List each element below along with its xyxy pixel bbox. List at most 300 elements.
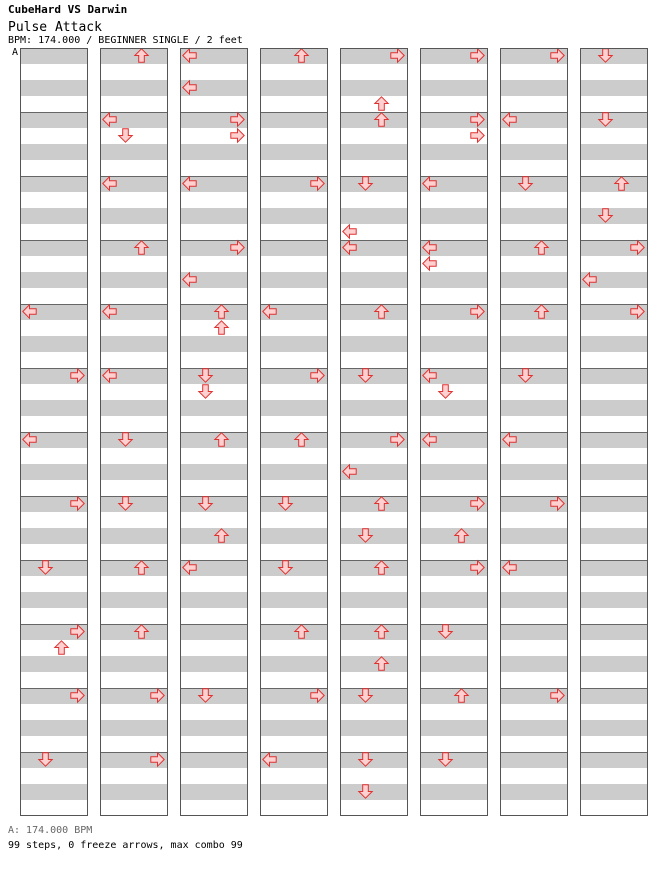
beat-row xyxy=(420,720,488,736)
beat-row xyxy=(260,496,328,512)
arrow-down-icon xyxy=(118,496,133,511)
arrow-up-icon xyxy=(294,624,309,639)
beat-row xyxy=(420,704,488,720)
arrow-up-icon xyxy=(374,560,389,575)
beat-row xyxy=(260,656,328,672)
beat-row xyxy=(20,48,88,64)
beat-row xyxy=(340,272,408,288)
measure-line xyxy=(580,48,648,49)
beat-row xyxy=(180,384,248,400)
beat-row xyxy=(180,704,248,720)
beat-row xyxy=(420,800,488,816)
beat-row xyxy=(580,560,648,576)
beat-row xyxy=(420,96,488,112)
beat-row xyxy=(20,784,88,800)
measure-line xyxy=(20,240,88,241)
measure-line xyxy=(420,752,488,753)
beat-row xyxy=(580,144,648,160)
measure-line xyxy=(180,368,248,369)
beat-row xyxy=(580,80,648,96)
beat-row xyxy=(100,496,168,512)
beat-row xyxy=(500,528,568,544)
beat-row xyxy=(340,128,408,144)
beat-row xyxy=(100,288,168,304)
beat-row xyxy=(180,784,248,800)
beat-row xyxy=(100,784,168,800)
beat-row xyxy=(180,64,248,80)
song-artist: CubeHard VS Darwin xyxy=(8,3,128,16)
beat-row xyxy=(580,464,648,480)
arrow-up-icon xyxy=(134,48,149,63)
arrow-left-icon xyxy=(182,80,197,95)
arrow-up-icon xyxy=(374,656,389,671)
beat-row xyxy=(580,64,648,80)
beat-row xyxy=(260,288,328,304)
measure-line xyxy=(260,112,328,113)
beat-row xyxy=(20,400,88,416)
arrow-left-icon xyxy=(182,560,197,575)
beat-row xyxy=(180,224,248,240)
beat-row xyxy=(100,672,168,688)
beat-row xyxy=(20,464,88,480)
beat-row xyxy=(260,704,328,720)
arrow-down-icon xyxy=(598,48,613,63)
beat-row xyxy=(500,176,568,192)
arrow-down-icon xyxy=(358,752,373,767)
beat-row xyxy=(180,688,248,704)
beat-row xyxy=(420,544,488,560)
beat-row xyxy=(500,752,568,768)
arrow-up-icon xyxy=(214,320,229,335)
arrow-right-icon xyxy=(390,48,405,63)
beat-row xyxy=(260,640,328,656)
beat-row xyxy=(420,784,488,800)
song-title: Pulse Attack xyxy=(8,20,102,35)
beat-row xyxy=(100,448,168,464)
arrow-down-icon xyxy=(518,368,533,383)
beat-row xyxy=(100,64,168,80)
beat-row xyxy=(260,208,328,224)
beat-row xyxy=(20,320,88,336)
beat-row xyxy=(580,352,648,368)
beat-row xyxy=(100,144,168,160)
arrow-right-icon xyxy=(630,304,645,319)
arrow-down-icon xyxy=(358,368,373,383)
measure-line xyxy=(500,752,568,753)
beat-row xyxy=(260,352,328,368)
arrow-down-icon xyxy=(38,560,53,575)
beat-row xyxy=(260,544,328,560)
beat-row xyxy=(20,288,88,304)
beat-row xyxy=(20,704,88,720)
beat-row xyxy=(340,208,408,224)
beat-row xyxy=(340,608,408,624)
beat-row xyxy=(260,608,328,624)
arrow-left-icon xyxy=(342,240,357,255)
chart-column xyxy=(100,48,168,816)
arrow-down-icon xyxy=(198,368,213,383)
arrow-left-icon xyxy=(102,112,117,127)
beat-row xyxy=(500,800,568,816)
beat-row xyxy=(180,640,248,656)
beat-row xyxy=(580,48,648,64)
beat-row xyxy=(260,480,328,496)
beat-row xyxy=(340,688,408,704)
chart-column xyxy=(260,48,328,816)
arrow-left-icon xyxy=(422,240,437,255)
arrow-right-icon xyxy=(550,48,565,63)
beat-row xyxy=(580,528,648,544)
beat-row xyxy=(580,688,648,704)
beat-row xyxy=(20,208,88,224)
beat-row xyxy=(20,752,88,768)
beat-row xyxy=(180,160,248,176)
beat-row xyxy=(500,368,568,384)
arrow-down-icon xyxy=(358,176,373,191)
beat-row xyxy=(580,112,648,128)
chart-info: BPM: 174.000 / BEGINNER SINGLE / 2 feet xyxy=(8,35,243,46)
beat-row xyxy=(420,576,488,592)
beat-row xyxy=(420,400,488,416)
measure-line xyxy=(580,752,648,753)
beat-row xyxy=(420,416,488,432)
measure-line xyxy=(580,496,648,497)
beat-row xyxy=(100,256,168,272)
beat-row xyxy=(580,544,648,560)
measure-line xyxy=(180,624,248,625)
arrow-down-icon xyxy=(598,112,613,127)
beat-row xyxy=(580,608,648,624)
beat-row xyxy=(580,512,648,528)
beat-row xyxy=(580,96,648,112)
beat-row xyxy=(340,160,408,176)
beat-row xyxy=(580,656,648,672)
arrow-up-icon xyxy=(374,96,389,111)
beat-row xyxy=(100,128,168,144)
beat-row xyxy=(580,624,648,640)
arrow-left-icon xyxy=(422,368,437,383)
arrow-left-icon xyxy=(502,112,517,127)
beat-row xyxy=(500,144,568,160)
beat-row xyxy=(340,176,408,192)
measure-line xyxy=(500,624,568,625)
beat-row xyxy=(20,80,88,96)
beat-row xyxy=(580,384,648,400)
beat-row xyxy=(580,704,648,720)
measure-line xyxy=(20,560,88,561)
beat-row xyxy=(180,144,248,160)
chart-column xyxy=(20,48,88,816)
beat-row xyxy=(340,256,408,272)
beat-row xyxy=(180,256,248,272)
arrow-right-icon xyxy=(230,128,245,143)
beat-row xyxy=(340,544,408,560)
arrow-down-icon xyxy=(518,176,533,191)
beat-row xyxy=(500,768,568,784)
beat-row xyxy=(180,576,248,592)
arrow-left-icon xyxy=(182,272,197,287)
beat-row xyxy=(20,512,88,528)
chart-column xyxy=(420,48,488,816)
beat-row xyxy=(340,288,408,304)
beat-row xyxy=(580,448,648,464)
arrow-right-icon xyxy=(390,432,405,447)
beat-row xyxy=(20,272,88,288)
chart-column xyxy=(580,48,648,816)
beat-row xyxy=(20,416,88,432)
beat-row xyxy=(180,800,248,816)
arrow-right-icon xyxy=(230,112,245,127)
beat-row xyxy=(260,272,328,288)
beat-row xyxy=(100,592,168,608)
beat-row xyxy=(420,144,488,160)
arrow-left-icon xyxy=(182,48,197,63)
arrow-right-icon xyxy=(550,688,565,703)
beat-row xyxy=(580,128,648,144)
beat-row xyxy=(420,768,488,784)
beat-row xyxy=(20,576,88,592)
beat-row xyxy=(260,128,328,144)
arrow-up-icon xyxy=(134,624,149,639)
arrow-right-icon xyxy=(470,304,485,319)
arrow-left-icon xyxy=(422,432,437,447)
beat-row xyxy=(180,592,248,608)
beat-row xyxy=(20,736,88,752)
beat-row xyxy=(340,768,408,784)
arrow-down-icon xyxy=(198,688,213,703)
beat-row xyxy=(580,736,648,752)
beat-row xyxy=(180,352,248,368)
arrow-right-icon xyxy=(470,48,485,63)
arrow-right-icon xyxy=(70,368,85,383)
arrow-up-icon xyxy=(534,304,549,319)
beat-row xyxy=(340,528,408,544)
beat-row xyxy=(500,512,568,528)
measure-line xyxy=(420,624,488,625)
arrow-right-icon xyxy=(470,112,485,127)
beat-row xyxy=(500,400,568,416)
beat-row xyxy=(420,320,488,336)
arrow-down-icon xyxy=(598,208,613,223)
beat-row xyxy=(420,656,488,672)
beat-row xyxy=(100,352,168,368)
beat-row xyxy=(340,704,408,720)
beat-row xyxy=(20,224,88,240)
arrow-left-icon xyxy=(422,176,437,191)
beat-row xyxy=(340,512,408,528)
beat-row xyxy=(20,608,88,624)
beat-row xyxy=(260,720,328,736)
beat-row xyxy=(340,80,408,96)
beat-row xyxy=(100,800,168,816)
beat-row xyxy=(20,384,88,400)
measure-line xyxy=(580,432,648,433)
beat-row xyxy=(500,784,568,800)
beat-row xyxy=(340,752,408,768)
beat-row xyxy=(580,576,648,592)
beat-row xyxy=(100,432,168,448)
beat-row xyxy=(420,80,488,96)
beat-row xyxy=(580,192,648,208)
beat-row xyxy=(500,672,568,688)
measure-line xyxy=(180,752,248,753)
measure-line xyxy=(180,496,248,497)
beat-row xyxy=(500,288,568,304)
beat-row xyxy=(500,224,568,240)
arrow-up-icon xyxy=(374,112,389,127)
beat-row xyxy=(580,160,648,176)
beat-row xyxy=(180,288,248,304)
beat-row xyxy=(500,320,568,336)
beat-row xyxy=(340,400,408,416)
beat-row xyxy=(100,528,168,544)
beat-row xyxy=(580,400,648,416)
arrow-right-icon xyxy=(550,496,565,511)
beat-row xyxy=(180,400,248,416)
beat-row xyxy=(500,128,568,144)
beat-row xyxy=(260,464,328,480)
arrow-down-icon xyxy=(358,688,373,703)
beat-row xyxy=(500,416,568,432)
beat-row xyxy=(100,640,168,656)
arrow-right-icon xyxy=(150,752,165,767)
beat-row xyxy=(100,544,168,560)
arrow-up-icon xyxy=(214,528,229,543)
beat-row xyxy=(100,464,168,480)
chart-column xyxy=(180,48,248,816)
arrow-right-icon xyxy=(470,496,485,511)
beat-row xyxy=(180,512,248,528)
arrow-down-icon xyxy=(358,784,373,799)
beat-row xyxy=(420,672,488,688)
beat-row xyxy=(340,336,408,352)
arrow-down-icon xyxy=(438,752,453,767)
beat-row xyxy=(260,672,328,688)
beat-row xyxy=(580,256,648,272)
beat-row xyxy=(580,336,648,352)
beat-row xyxy=(420,736,488,752)
beat-row xyxy=(20,192,88,208)
beat-row xyxy=(340,144,408,160)
beat-row xyxy=(180,608,248,624)
beat-row xyxy=(340,416,408,432)
arrow-up-icon xyxy=(614,176,629,191)
beat-row xyxy=(340,384,408,400)
arrow-up-icon xyxy=(534,240,549,255)
beat-row xyxy=(580,480,648,496)
beat-row xyxy=(420,448,488,464)
measure-line xyxy=(340,752,408,753)
measure-line xyxy=(580,688,648,689)
measure-line xyxy=(580,368,648,369)
measure-line xyxy=(20,112,88,113)
beat-row xyxy=(180,736,248,752)
arrow-right-icon xyxy=(70,688,85,703)
beat-row xyxy=(500,272,568,288)
beat-row xyxy=(580,784,648,800)
arrow-up-icon xyxy=(294,48,309,63)
arrow-down-icon xyxy=(198,496,213,511)
beat-row xyxy=(20,256,88,272)
beat-row xyxy=(580,720,648,736)
beat-row xyxy=(20,480,88,496)
beat-row xyxy=(100,576,168,592)
beat-row xyxy=(580,224,648,240)
beat-row xyxy=(20,96,88,112)
beat-row xyxy=(580,800,648,816)
beat-row xyxy=(180,464,248,480)
beat-row xyxy=(100,384,168,400)
beat-row xyxy=(20,144,88,160)
beat-row xyxy=(500,640,568,656)
beat-row xyxy=(20,352,88,368)
beat-row xyxy=(260,64,328,80)
beat-row xyxy=(100,720,168,736)
beat-row xyxy=(260,576,328,592)
beat-row xyxy=(260,736,328,752)
measure-line xyxy=(100,496,168,497)
beat-row xyxy=(20,176,88,192)
arrow-left-icon xyxy=(342,464,357,479)
beat-row xyxy=(500,656,568,672)
arrow-down-icon xyxy=(278,560,293,575)
beat-row xyxy=(420,272,488,288)
arrow-up-icon xyxy=(134,240,149,255)
beat-row xyxy=(180,336,248,352)
beat-row xyxy=(500,352,568,368)
beat-row xyxy=(420,336,488,352)
beat-row xyxy=(260,80,328,96)
beat-row xyxy=(180,192,248,208)
arrow-up-icon xyxy=(454,528,469,543)
beat-row xyxy=(340,480,408,496)
bpm-legend: A: 174.000 BPM xyxy=(8,825,93,836)
beat-row xyxy=(420,640,488,656)
beat-row xyxy=(580,416,648,432)
beat-row xyxy=(260,448,328,464)
measure-line xyxy=(580,112,648,113)
beat-row xyxy=(420,160,488,176)
beat-row xyxy=(500,96,568,112)
measure-line xyxy=(100,432,168,433)
beat-row xyxy=(420,352,488,368)
measure-line xyxy=(260,496,328,497)
arrow-left-icon xyxy=(502,432,517,447)
beat-row xyxy=(260,224,328,240)
arrow-left-icon xyxy=(22,432,37,447)
arrow-down-icon xyxy=(358,528,373,543)
beat-row xyxy=(420,608,488,624)
arrow-right-icon xyxy=(230,240,245,255)
arrow-left-icon xyxy=(102,176,117,191)
beat-row xyxy=(180,768,248,784)
beat-row xyxy=(500,592,568,608)
arrow-left-icon xyxy=(422,256,437,271)
measure-line xyxy=(180,688,248,689)
beat-row xyxy=(340,576,408,592)
beat-row xyxy=(340,64,408,80)
beat-row xyxy=(340,784,408,800)
beat-row xyxy=(100,208,168,224)
beat-row xyxy=(340,192,408,208)
arrow-left-icon xyxy=(262,752,277,767)
measure-line xyxy=(20,176,88,177)
beat-row xyxy=(100,320,168,336)
arrow-up-icon xyxy=(374,624,389,639)
beat-row xyxy=(20,64,88,80)
beat-row xyxy=(100,656,168,672)
beat-row xyxy=(420,192,488,208)
